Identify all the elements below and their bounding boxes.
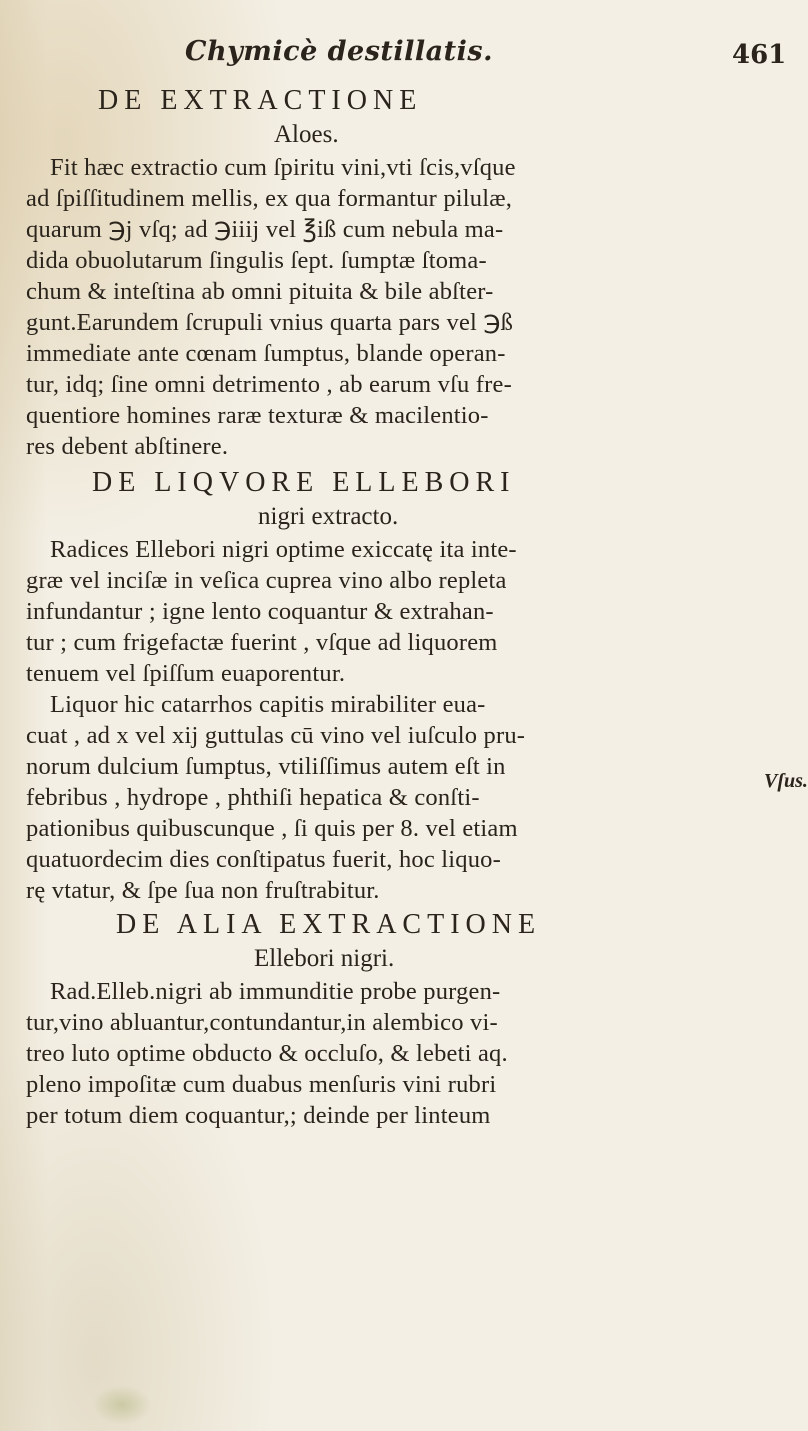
text-line: Liquor hic catarrhos capitis mirabiliter eua-: [50, 691, 486, 718]
text-line: gunt.Earundem ſcrupuli vnius quarta pars vel ℈ß: [26, 309, 514, 336]
text-line: chum & inteſtina ab omni pituita & bile abſter-: [26, 278, 494, 305]
text-line: per totum diem coquantur,; deinde per linteum: [26, 1102, 491, 1129]
text-line: pationibus quibuscunque , ſi quis per 8. vel etiam: [26, 815, 518, 842]
section-subheading-ellebori-nigri: Ellebori nigri.: [254, 945, 395, 972]
text-line: tur, idq; ſine omni detrimento , ab earum vſu fre-: [26, 371, 512, 398]
text-line: febribus , hydrope , phthiſi hepatica & conſti-: [26, 784, 480, 811]
section-subheading-nigri-extracto: nigri extracto.: [258, 503, 399, 530]
text-line: tenuem vel ſpiſſum euaporentur.: [26, 660, 346, 687]
text-line: res debent abſtinere.: [26, 433, 229, 460]
running-head: [0, 36, 800, 76]
text-line: græ vel inciſæ in veſica cuprea vino albo repleta: [26, 567, 507, 594]
text-line: dida obuolutarum ſingulis ſept. ſumptæ ſtoma-: [26, 247, 487, 274]
section-heading-alia-extractione: DE ALIA EXTRACTIONE: [116, 909, 542, 940]
marginal-note: Vſus.: [764, 770, 808, 792]
running-title: Chymicè destillatis.: [185, 36, 493, 67]
text-line: tur,vino abluantur,contundantur,in alembico vi-: [26, 1009, 498, 1036]
text-line: tur ; cum frigefactæ fuerint , vſque ad liquorem: [26, 629, 498, 656]
text-line: quatuordecim dies conſtipatus fuerit, hoc liquo-: [26, 846, 501, 873]
page-number: 461: [732, 40, 787, 70]
section-heading-liquore-ellebori: DE LIQVORE ELLEBORI: [92, 467, 516, 498]
section-subheading-aloes: Aloes.: [274, 121, 339, 148]
text-line: infundantur ; igne lento coquantur & extrahan-: [26, 598, 494, 625]
text-line: treo luto optime obducto & occluſo, & lebeti aq.: [26, 1040, 508, 1067]
text-line: Rad.Elleb.nigri ab immunditie probe purgen-: [50, 978, 501, 1005]
text-line: cuat , ad x vel xij guttulas cū vino vel iuſculo pru-: [26, 722, 526, 749]
section-heading-extractione-aloes: DE EXTRACTIONE: [98, 85, 423, 116]
paper-stain: [92, 1385, 152, 1425]
text-line: quentiore homines raræ texturæ & macilentio-: [26, 402, 489, 429]
text-block: [26, 84, 766, 1131]
text-line: pleno impoſitæ cum duabus menſuris vini rubri: [26, 1071, 497, 1098]
text-line: ad ſpiſſitudinem mellis, ex qua formantur pilulæ,: [26, 185, 513, 212]
text-line: immediate ante cœnam ſumptus, blande operan-: [26, 340, 506, 367]
text-line: quarum ℈j vſq; ad ℈iiij vel ℥iß cum nebula ma-: [26, 216, 504, 243]
text-line: rę vtatur, & ſpe ſua non fruſtrabitur.: [26, 877, 380, 904]
text-line: Radices Ellebori nigri optime exiccatę ita inte-: [50, 536, 517, 563]
text-line: norum dulcium ſumptus, vtiliſſimus autem eſt in: [26, 753, 506, 780]
text-line: Fit hæc extractio cum ſpiritu vini,vti ſcis,vſque: [50, 154, 516, 181]
